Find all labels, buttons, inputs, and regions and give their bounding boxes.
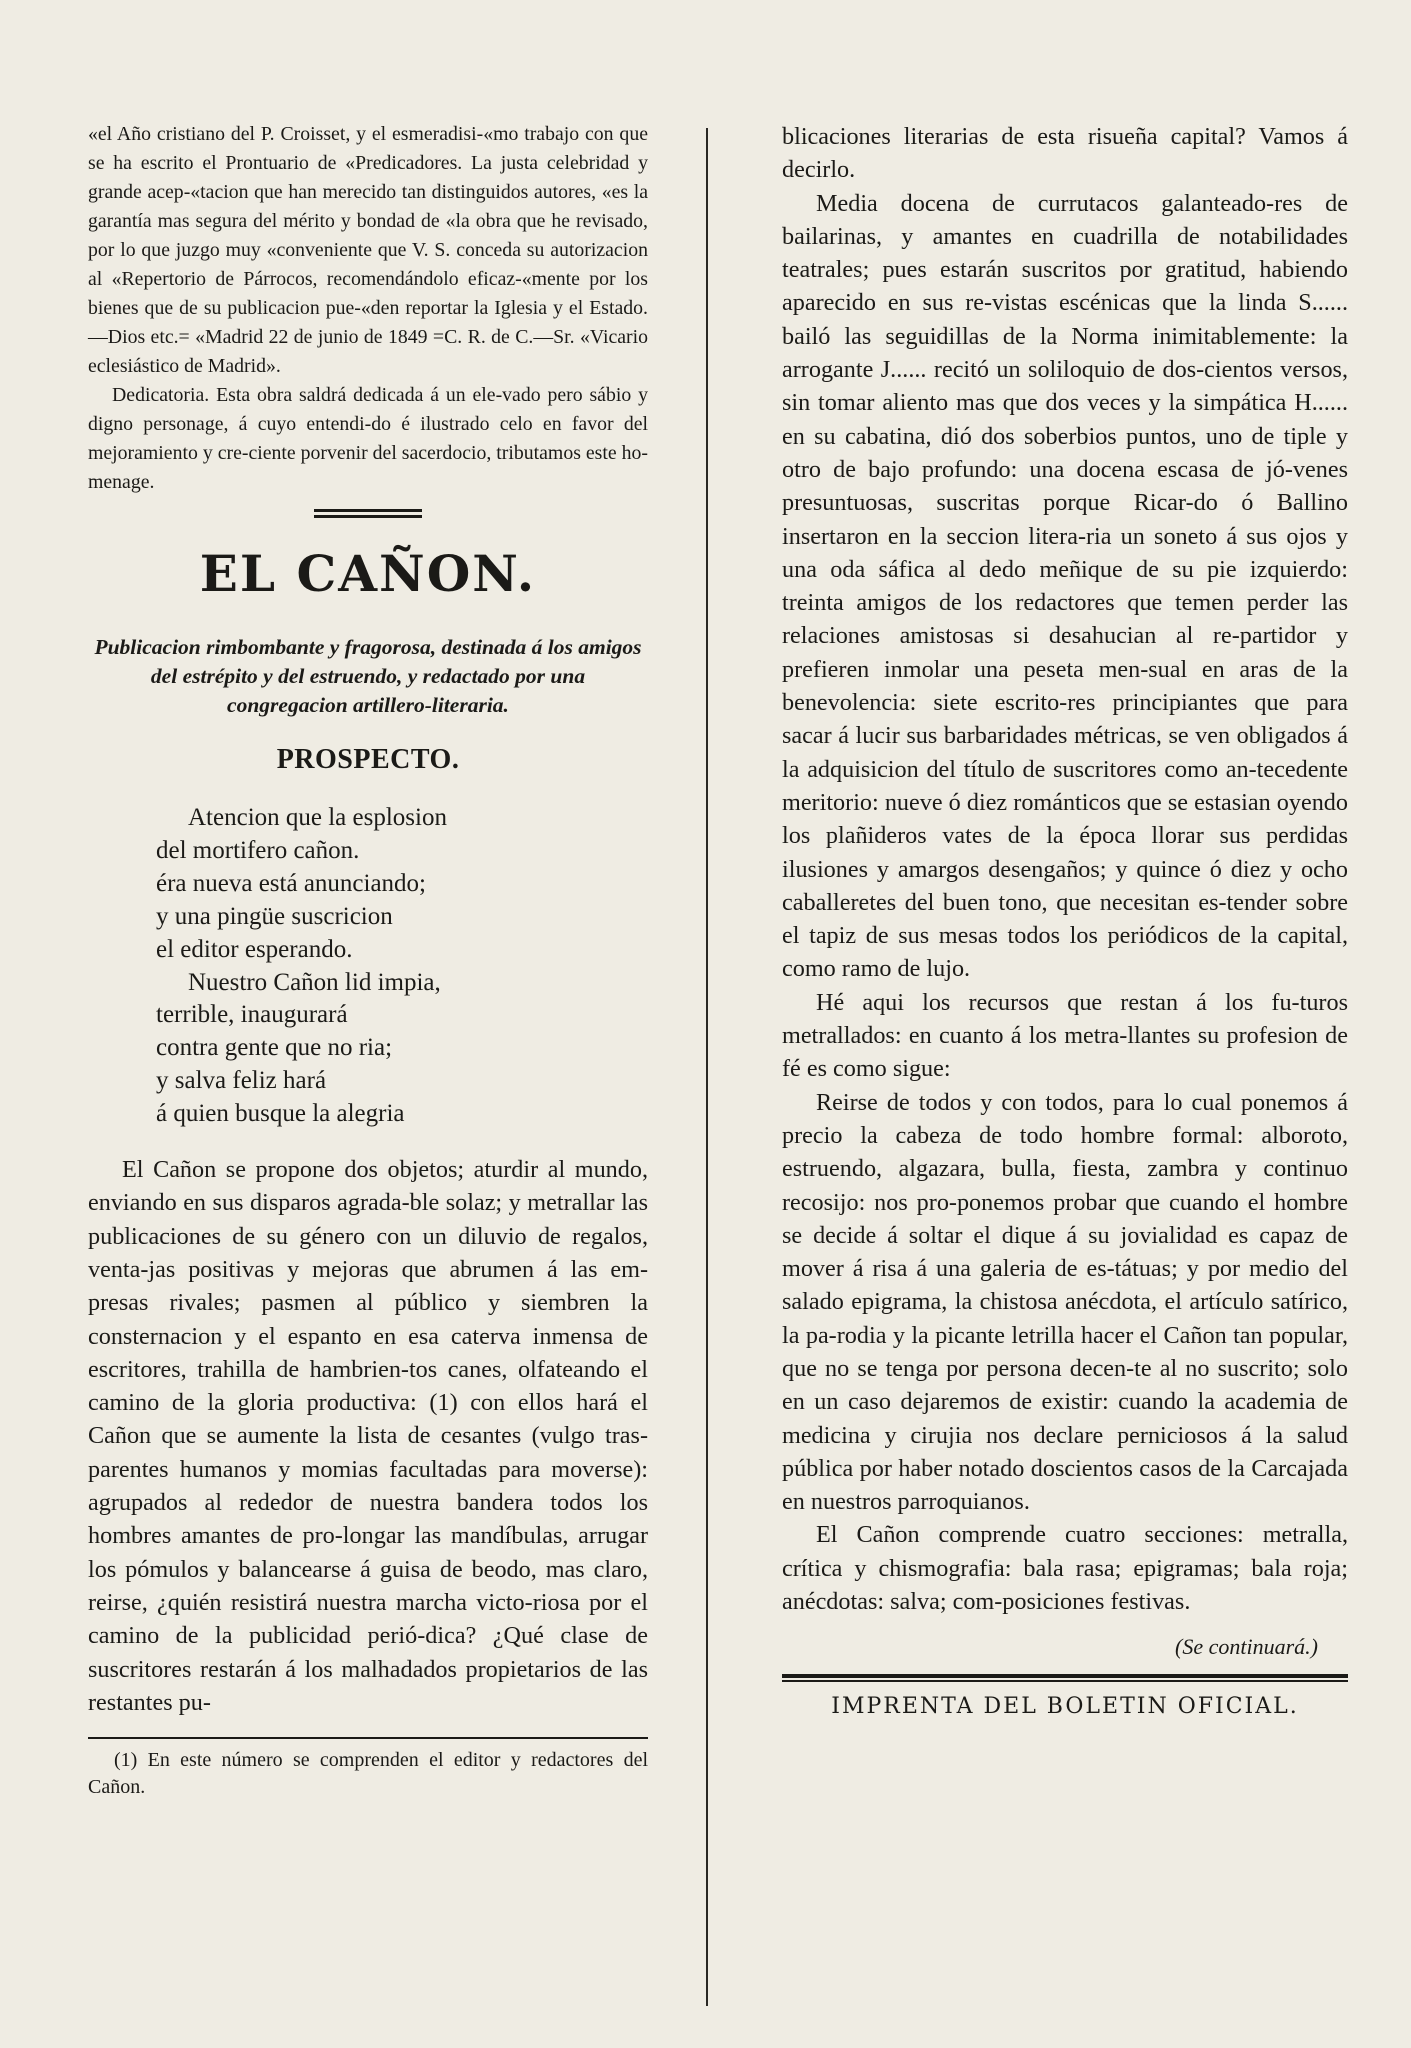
dedication-paragraph: Dedicatoria. Esta obra saldrá dedicada á un ele-vado pero sábio y digno personage, á cuyo entendi-do é ilustrado celo en favor del mejoramiento y cre-ciente porvenir del sacerdocio, tributamos este ho-menage. <box>88 384 648 493</box>
imprint-rule <box>782 1674 1348 1682</box>
verse-line: terrible, inaugurará <box>156 1001 348 1029</box>
verse-line: Atencion que la esplosion <box>188 804 447 831</box>
verse-line: éra nueva está anunciando; <box>156 869 427 897</box>
verse-line: el editor esperando. <box>156 935 353 963</box>
paragraph-profession: Reirse de todos y con todos, para lo cual ponemos á precio la cabeza de todo hombre formal: alboroto, estruendo, algazara, bulla, fiesta, zambra y continuo recosijo: nos pro-ponemos probar que cuando el hombre se decide á soltar el dique á su jovialidad es capaz de mover á risa á una galeria de es-tátuas; y por medio del salado epigrama, la chistosa anécdota, el artículo satírico, la pa-rodia y la picante letrilla hacer el Cañon tan popular, que no se tenga por persona decen-te al no suscrito; solo en un caso dejaremos de existir: cuando la academia de medicina y cirujia nos declare perniciosos á la salud pública por haber notado doscientos casos de la Carcajada en nuestros parroquianos. <box>782 1088 1348 1516</box>
paragraph-resources: Hé aqui los recursos que restan á los fu-turos metrallados: en cuanto á los metra-llantes su profesion de fé es como sigue: <box>782 988 1348 1083</box>
verse-line: á quien busque la alegria <box>156 1100 405 1128</box>
verse-block <box>156 802 648 1131</box>
verse-line: y una pingüe suscricion <box>156 902 393 930</box>
verse-line: contra gente que no ria; <box>156 1034 393 1062</box>
continued-note: (Se continuará.) <box>1175 1634 1318 1660</box>
prospect-body: El Cañon se propone dos objetos; aturdir al mundo, enviando en sus disparos agrada-ble solaz; y metrallar las publicaciones de su género con un diluvio de regalos, venta-jas positivas y mejoras que abrumen á las em-presas rivales; pasmen al público y siembren la consternacion y el espanto en esa caterva inmensa de escritores, trahilla de hambrien-tos canes, olfateando el camino de la gloria productiva: (1) con ellos hará el Cañon que se aumente la lista de cesantes (vulgo tras-parentes humanos y momias facultadas para moverse): agrupados al rededor de nuestra bandera todos los hombres amantes de pro-longar las mandíbulas, arrugar los pómulos y balancearse á guisa de beodo, mas claro, reirse, ¿quién resistirá nuestra marcha victo-riosa por el camino de la publicidad perió-dica? ¿Qué clase de suscritores restarán á los malhadados propietarios de las restantes pu- <box>88 1156 648 1716</box>
footnote: (1) En este número se comprenden el editor y redactores del Cañon. <box>88 1749 648 1799</box>
column-divider <box>706 128 708 2006</box>
masthead-title: EL CAÑON. <box>199 544 537 603</box>
paragraph-subscribers: Media docena de currutacos galanteado-res de bailarinas, y amantes en cuadrilla de notabilidades teatrales; pues estarán suscritos por gratitud, habiendo aparecido en sus re-vistas escénicas que la linda S...... bailó las seguidillas de la Norma inimitablemente: la arrogante J...... recitó un soliloquio de dos-cientos versos, sin tomar aliento mas que dos veces y la simpática H...... en su cabatina, dió dos soberbios puntos, uno de tiple y otro de bajo profundo: una docena escasa de jó-venes presuntuosas, suscritas porque Ricar-do ó Ballino insertaron en la seccion litera-ria un soneto á sus ojos y una oda sáfica al dedo meñique de su pie izquierdo: treinta amigos de los redactores que temen perder las relaciones amistosas si desahucian al re-partidor y prefieren inmolar una peseta men-sual en aras de la benevolencia: siete escrito-res principiantes que para sacar á lucir sus barbaridades métricas, se ven obligados á la adquisicion del título de suscritores como an-tecedente meritorio: nueve ó diez románticos que se estasian oyendo los plañideros vates de la época llorar sus perdidas ilusiones y amargos desengaños; y quince ó diez y ocho caballeretes del buen tono, que necesitan es-tender sobre el tapiz de sus mesas todos los periódicos de la capital, como ramo de lujo. <box>782 189 1348 983</box>
verse-line: del mortifero cañon. <box>156 836 360 864</box>
verse-line: Nuestro Cañon lid impia, <box>188 968 441 996</box>
left-column <box>88 120 648 1801</box>
prospect-heading: PROSPECTO. <box>276 744 460 775</box>
paragraph-sections: El Cañon comprende cuatro secciones: metralla, crítica y chismografia: bala rasa; epigramas; bala roja; anécdotas: salva; com-posiciones festivas. <box>782 1521 1348 1616</box>
printer-imprint: IMPRENTA DEL BOLETIN OFICIAL. <box>831 1694 1299 1720</box>
paragraph-continuation: blicaciones literarias de esta risueña capital? Vamos á decirlo. <box>782 123 1348 184</box>
right-column <box>782 120 1348 1719</box>
masthead-subtitle: Publicacion rimbombante y fragorosa, destinada á los amigos del estrépito y del estruendo, y redactado por una congregacion artillero-literaria. <box>94 635 642 717</box>
opening-quote: «el Año cristiano del P. Croisset, y el esmeradisi-«mo trabajo con que se ha escrito el Prontuario de «Predicadores. La justa celebridad y grande acep-«tacion que han merecido tan distinguidos autores, «es la garantía mas segura del mérito y bondad de «la obra que he revisado, por lo que juzgo muy «conveniente que V. S. conceda su autorizacion al «Repertorio de Párrocos, recomendándolo eficaz-«mente por los bienes que de su publicacion pue-«den reportar la Iglesia y el Estado.—Dios etc.= «Madrid 22 de junio de 1849 =C. R. de C.—Sr. «Vicario eclesiástico de Madrid». <box>88 123 648 377</box>
footnote-divider <box>88 1737 648 1739</box>
section-ornament <box>314 509 422 518</box>
verse-line: y salva feliz hará <box>156 1067 327 1095</box>
